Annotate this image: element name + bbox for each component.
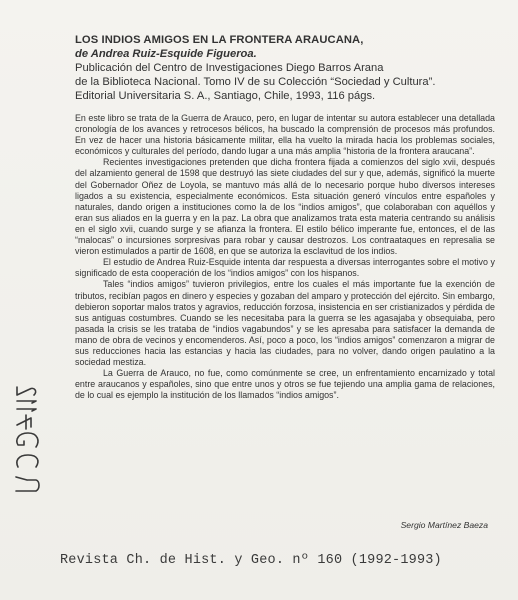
review-paragraph: La Guerra de Arauco, no fue, como comúnmente se cree, un enfrentamiento encarnizado y total entre araucanos y españoles, sino que entre unos y otros se fue tejiendo una amplia gama de relaciones, de lo cual es ejemplo la institución de los llamados “indios amigos”. [75, 368, 495, 401]
reviewer-signature: Sergio Martínez Baeza [400, 520, 488, 530]
review-paragraph: En este libro se trata de la Guerra de Arauco, pero, en lugar de intentar su autora establecer una detallada cronología de los avances y retrocesos bélicos, ha buscado la comprensión de procesos más profundos. En vez de hacer una historia básicamente militar, ella ha vuelto la mirada hacia los problemas sociales, económicos y culturales del período, dando lugar a una más amplia “historia de la frontera araucana”. [75, 113, 495, 157]
review-paragraph: El estudio de Andrea Ruiz-Esquide intenta dar respuesta a diversas interrogantes sobre el motivo y significado de esta cooperación de los “indios amigos” con los hispanos. [75, 257, 495, 279]
review-paragraph: Recientes investigaciones pretenden que dicha frontera fijada a comienzos del siglo xvii, después del alzamiento general de 1598 que destruyó las siete ciudades del sur y que, además, significó la muerte del Gobernador Oñez de Loyola, se mantuvo más allá de lo necesario porque hubo diversos intereses ligados a su existencia, especialmente económicos. Esta situación generó vínculos entre españoles y naturales, dando origen a instituciones como la de los “indios amigos”, que colaboraban con aquéllos y eran sus aliados en la guerra y en la paz. La obra que analizamos trata esta materia centrando su análisis en el siglo xvii, cuando surge y se afianza la frontera. El estilo bélico imperante fue, entonces, el de las “malocas” o incursiones sorpresivas para robar y causar destrozos. Los contraataques en represalia se vieron estimulados a partir de 1608, en que se autoriza la esclavitud de los indios. [75, 157, 495, 257]
journal-stamp: Revista Ch. de Hist. y Geo. nº 160 (1992-1993) [60, 553, 442, 568]
review-paragraph: Tales “indios amigos” tuvieron privilegios, entre los cuales el más importante fue la exención de tributos, recibían pagos en dinero y especies y gozaban del amparo y protección del ejército. Sin embargo, debieron soportar malos tratos y agravios, reducción forzosa, insistencia en ser cristianizados y pérdida de sus antiguas costumbres. Cuando se les necesitaba para la guerra se les agasajaba y obsequiaba, pero pasada la crisis se les trataba de “indios vagabundos” y se les apresaba para satisfacer la demanda de mano de obra de vecinos y encomenderos. Así, poco a poco, los “indios amigos” comenzaron a migrar de sus reducciones hacia las estancias y hacia las ciudades, para no volver, dando origen paulatino a la sociedad mestiza. [75, 279, 495, 368]
book-title: LOS INDIOS AMIGOS EN LA FRONTERA ARAUCANA, [75, 34, 364, 46]
review-body [75, 113, 495, 401]
handwritten-call-number-image [6, 385, 46, 495]
publication-line: de la Biblioteca Nacional. Tomo IV de su Colección “Sociedad y Cultura”. [75, 76, 436, 88]
book-author: de Andrea Ruiz-Esquide Figueroa. [75, 48, 257, 60]
handwritten-call-number [6, 385, 46, 495]
publication-line: Publicación del Centro de Investigaciones Diego Barros Arana [75, 62, 384, 74]
book-reference [75, 33, 495, 103]
publication-line: Editorial Universitaria S. A., Santiago, Chile, 1993, 116 págs. [75, 90, 376, 102]
